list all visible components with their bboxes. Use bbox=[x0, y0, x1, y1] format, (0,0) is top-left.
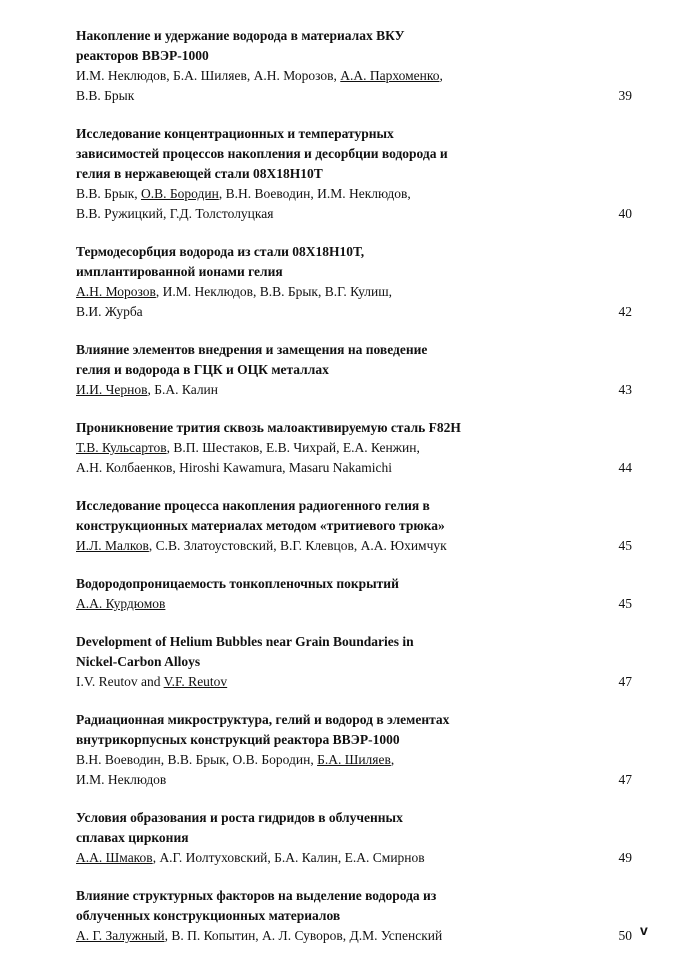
page-number: 50 bbox=[618, 928, 632, 943]
entry-authors: I.V. Reutov and V.F. Reutov bbox=[76, 674, 228, 689]
page-number: 45 bbox=[618, 538, 632, 553]
entry-title: Влияние структурных факторов на выделение водорода из облученных конструкционных материалов bbox=[76, 888, 437, 923]
page-number: 49 bbox=[618, 850, 632, 865]
entry-title: Условия образования и роста гидридов в облученных сплавах циркония bbox=[76, 810, 403, 845]
entry-authors: В.Н. Воеводин, В.В. Брык, О.В. Бородин, Б.А. Шиляев, И.М. Неклюдов bbox=[76, 752, 395, 787]
entry-authors: И.М. Неклюдов, Б.А. Шиляев, А.Н. Морозов, А.А. Пархоменко, В.В. Брык bbox=[76, 68, 443, 103]
entry-authors: А. Г. Залужный, В. П. Копытин, А. Л. Суворов, Д.М. Успенский bbox=[76, 928, 443, 943]
page-number: 40 bbox=[618, 206, 632, 221]
entry-title: Радиационная микроструктура, гелий и водород в элементах внутрикорпусных конструкций реактора ВВЭР-1000 bbox=[76, 712, 450, 747]
toc-entry bbox=[76, 340, 632, 400]
page-folio: v bbox=[640, 922, 648, 938]
toc-entry bbox=[76, 418, 632, 478]
entry-title: Накопление и удержание водорода в материалах ВКУ реакторов ВВЭР-1000 bbox=[76, 28, 405, 63]
toc-entry bbox=[76, 496, 632, 556]
entry-title: Термодесорбция водорода из стали 08Х18Н10Т, имплантированной ионами гелия bbox=[76, 244, 365, 279]
toc-entry bbox=[76, 124, 632, 224]
entry-authors: А.А. Шмаков, А.Г. Иолтуховский, Б.А. Калин, Е.А. Смирнов bbox=[76, 850, 425, 865]
entry-title: Проникновение трития сквозь малоактивируемую сталь F82H bbox=[76, 420, 461, 435]
page-number: 47 bbox=[618, 772, 632, 787]
page-number: 45 bbox=[618, 596, 632, 611]
toc-entry bbox=[76, 886, 632, 946]
entry-authors: А.А. Курдюмов bbox=[76, 596, 166, 611]
page-number: 47 bbox=[618, 674, 632, 689]
entry-title: Влияние элементов внедрения и замещения на поведение гелия и водорода в ГЦК и ОЦК металлах bbox=[76, 342, 428, 377]
entry-authors: Т.В. Кульсартов, В.П. Шестаков, Е.В. Чихрай, Е.А. Кенжин, А.Н. Колбаенков, Hiroshi Kawamura, Masaru Nakamichi bbox=[76, 440, 420, 475]
toc-entry bbox=[76, 26, 632, 106]
toc-entry bbox=[76, 710, 632, 790]
page-number: 42 bbox=[618, 304, 632, 319]
entry-authors: И.Л. Малков, С.В. Златоустовский, В.Г. Клевцов, А.А. Юхимчук bbox=[76, 538, 447, 553]
page-number: 39 bbox=[618, 88, 632, 103]
entry-title: Водородопроницаемость тонкопленочных покрытий bbox=[76, 576, 399, 591]
entry-authors: В.В. Брык, О.В. Бородин, В.Н. Воеводин, И.М. Неклюдов, В.В. Ружицкий, Г.Д. Толстолуцкая bbox=[76, 186, 411, 221]
toc-entry bbox=[76, 632, 632, 692]
page-number: 43 bbox=[618, 382, 632, 397]
entry-authors: А.Н. Морозов, И.М. Неклюдов, В.В. Брык, В.Г. Кулиш, В.И. Журба bbox=[76, 284, 393, 319]
entry-title: Исследование концентрационных и температурных зависимостей процессов накопления и десорбции водорода и гелия в нержавеющей стали 08Х18Н10Т bbox=[76, 126, 448, 181]
entry-authors: И.И. Чернов, Б.А. Калин bbox=[76, 382, 218, 397]
entry-title: Исследование процесса накопления радиогенного гелия в конструкционных материалах методом «тритиевого трюка» bbox=[76, 498, 445, 533]
toc-entry bbox=[76, 808, 632, 868]
page-number: 44 bbox=[618, 460, 632, 475]
toc-entry bbox=[76, 242, 632, 322]
entry-title: Development of Helium Bubbles near Grain Boundaries in Nickel-Carbon Alloys bbox=[76, 634, 414, 669]
toc-entry bbox=[76, 574, 632, 614]
table-of-contents bbox=[76, 26, 632, 964]
